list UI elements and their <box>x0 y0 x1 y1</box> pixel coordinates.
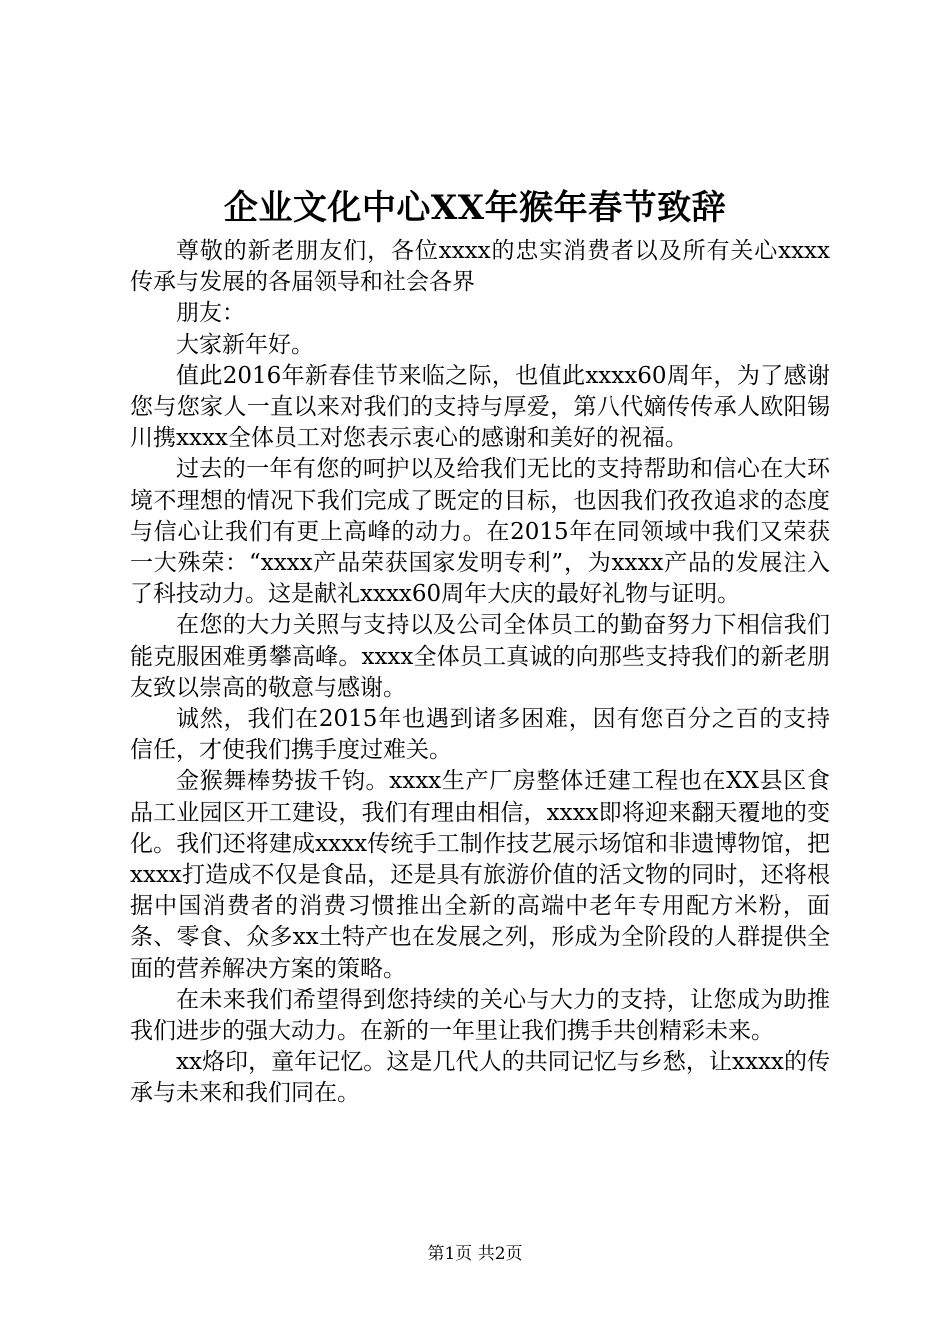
paragraph-salutation-end: 朋友： <box>176 300 245 327</box>
document-body <box>130 236 830 1110</box>
paragraph-difficulties: 诚然，我们在2015年也遇到诸多困难，因有您百分之百的支持信任，才使我们携手度过难关。 <box>130 706 830 764</box>
paragraph-future: 在未来我们希望得到您持续的关心与大力的支持，让您成为助推我们进步的强大动力。在新的一年里让我们携手共创精彩未来。 <box>130 986 830 1045</box>
paragraph-salutation: 尊敬的新老朋友们，各位xxxx的忠实消费者以及所有关心xxxx传承与发展的各届领导和社会各界 <box>130 238 830 296</box>
document-title: 企业文化中心XX年猴年春节致辞 <box>223 188 727 228</box>
paragraph-past-year: 过去的一年有您的呵护以及给我们无比的支持帮助和信心在大环境不理想的情况下我们完成了既定的目标，也因我们孜孜追求的态度与信心让我们有更上高峰的动力。在2015年在同领域中我们又荣获一大殊荣：“xxxx产品荣获国家发明专利”，为xxxx产品的发展注入了科技动力。这是献礼xxxx60周年大庆的最好礼物与证明。 <box>130 456 830 608</box>
paragraph-greeting: 大家新年好。 <box>176 331 314 358</box>
paragraph-thanks: 在您的大力关照与支持以及公司全体员工的勤奋努力下相信我们能克服困难勇攀高峰。xxxx全体员工真诚的向那些支持我们的新老朋友致以崇高的敬意与感谢。 <box>130 612 830 701</box>
paragraph-anniversary: 值此2016年新春佳节来临之际，也值此xxxx60周年，为了感谢您与您家人一直以来对我们的支持与厚爱，第八代嫡传传承人欧阳锡川携xxxx全体员工对您表示衷心的感谢和美好的祝福。 <box>130 362 830 452</box>
paragraph-memory: xx烙印，童年记忆。这是几代人的共同记忆与乡愁，让xxxx的传承与未来和我们同在。 <box>130 1049 830 1107</box>
page-footer: 第1页 共2页 <box>427 1244 523 1264</box>
paragraph-plans: 金猴舞棒势拔千钧。xxxx生产厂房整体迁建工程也在XX县区食品工业园区开工建设，我们有理由相信，xxxx即将迎来翻天覆地的变化。我们还将建成xxxx传统手工制作技艺展示场馆和非遗博物馆，把xxxx打造成不仅是食品，还是具有旅游价值的活文物的同时，还将根据中国消费者的消费习惯推出全新的高端中老年专用配方米粉，面条、零食、众多xx土特产也在发展之列，形成为全阶段的人群提供全面的营养解决方案的策略。 <box>130 768 830 982</box>
